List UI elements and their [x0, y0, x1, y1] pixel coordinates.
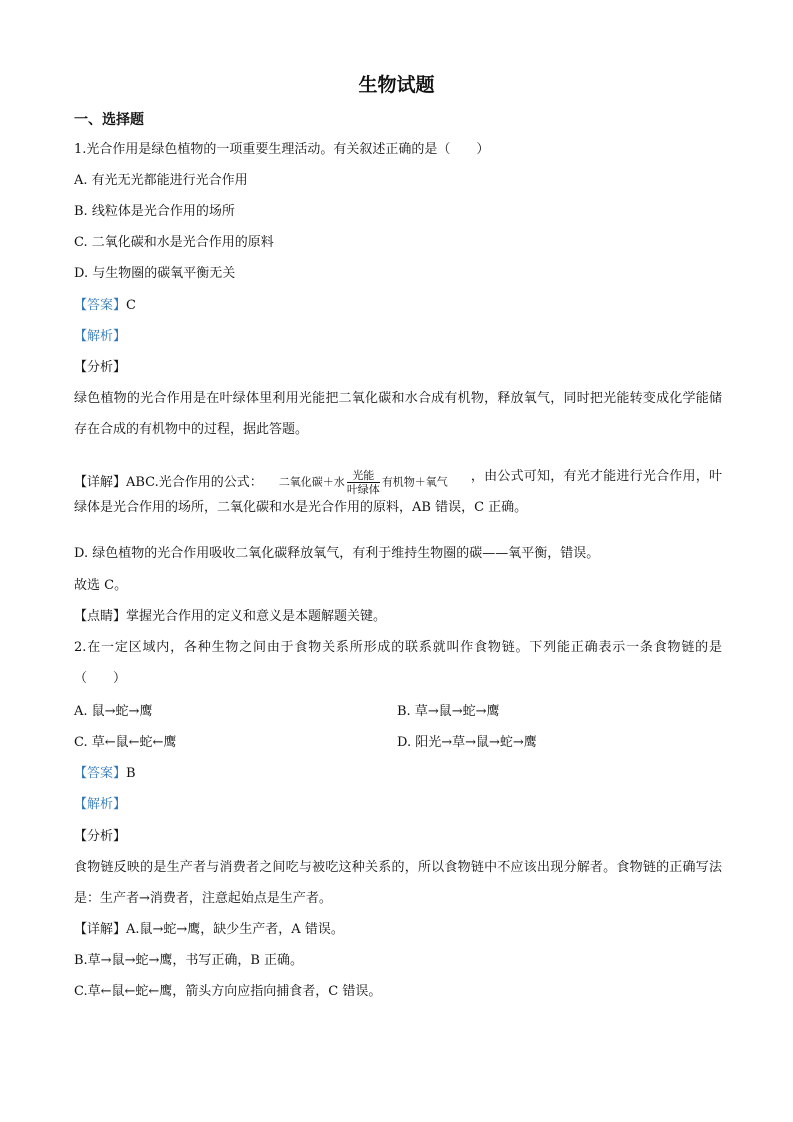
- q1-detail-intro: 【详解】ABC.光合作用的公式：: [74, 475, 263, 490]
- q1-fenxi-text: 绿色植物的光合作用是在叶绿体里利用光能把二氧化碳和水合成有机物，释放氧气，同时把光能转变成化学能储存在合成的有机物中的过程，据此答题。: [74, 391, 722, 437]
- q2-option-b: B. 草→鼠→蛇→鹰: [397, 704, 500, 719]
- q1-detail-d: D. 绿色植物的光合作用吸收二氧化碳释放氧气，有利于维持生物圈的碳——氧平衡，错误。: [74, 546, 600, 561]
- answer-tag: 【答案】: [74, 298, 127, 313]
- q2-option-d: D. 阳光→草→鼠→蛇→鹰: [397, 735, 537, 750]
- q1-dianjing: 【点睛】掌握光合作用的定义和意义是本题解题关键。: [74, 609, 387, 624]
- formula-condition-bottom: 叶绿体: [346, 483, 380, 496]
- q1-answer: [74, 297, 136, 315]
- q2-option-a: A. 鼠→蛇→鹰: [74, 704, 153, 719]
- q2-detail-c: C.草←鼠←蛇←鹰，箭头方向应指向捕食者，C 错误。: [74, 984, 382, 999]
- q1-option-b: B. 线粒体是光合作用的场所: [74, 204, 235, 219]
- q1-stem: 1.光合作用是绿色植物的一项重要生理活动。有关叙述正确的是（ ）: [74, 142, 490, 157]
- q2-stem: 2.在一定区域内，各种生物之间由于食物关系所形成的联系就叫作食物链。下列能正确表示一条食物链的是（ ）: [74, 640, 722, 686]
- answer-value: C: [126, 298, 136, 313]
- q1-option-c: C. 二氧化碳和水是光合作用的原料: [74, 235, 274, 250]
- q2-option-c: C. 草←鼠←蛇←鹰: [74, 735, 177, 750]
- q1-option-d: D. 与生物圈的碳氧平衡无关: [74, 266, 236, 281]
- q1-choose: 故选 C。: [74, 578, 128, 593]
- q2-answer: [74, 765, 136, 783]
- q2-detail-b: B.草→鼠→蛇→鹰，书写正确，B 正确。: [74, 953, 304, 968]
- q1-detail-text: ，由公式可知，有光才能进行光合作用，叶绿体是光合作用的场所，二氧化碳和水是光合作用的原料，AB 错误，C 正确。: [74, 469, 722, 515]
- page-title: 生物试题: [358, 74, 435, 96]
- q2-detail-a: 【详解】A.鼠→蛇→鹰，缺少生产者，A 错误。: [74, 922, 344, 937]
- q1-fenxi-tag: 【分析】: [74, 360, 127, 375]
- q1-option-a: A. 有光无光都能进行光合作用: [74, 173, 248, 188]
- q1-detail-continuation: [74, 461, 722, 523]
- formula-products: 有机物＋氧气: [381, 475, 448, 489]
- q2-fenxi-tag: 【分析】: [74, 829, 127, 844]
- answer-tag: 【答案】: [74, 766, 127, 781]
- q1-jiexi-tag: 【解析】: [74, 329, 127, 344]
- q2-fenxi-text: 食物链反映的是生产者与消费者之间吃与被吃这种关系的，所以食物链中不应该出现分解者。食物链的正确写法是：生产者→消费者，注意起始点是生产者。: [74, 860, 722, 906]
- section-heading: 一、选择题: [74, 112, 144, 128]
- formula-condition-top: 光能: [347, 469, 380, 483]
- formula-reactants: 二氧化碳＋水: [278, 475, 345, 489]
- q2-jiexi-tag: 【解析】: [74, 797, 127, 812]
- answer-value: B: [126, 766, 136, 781]
